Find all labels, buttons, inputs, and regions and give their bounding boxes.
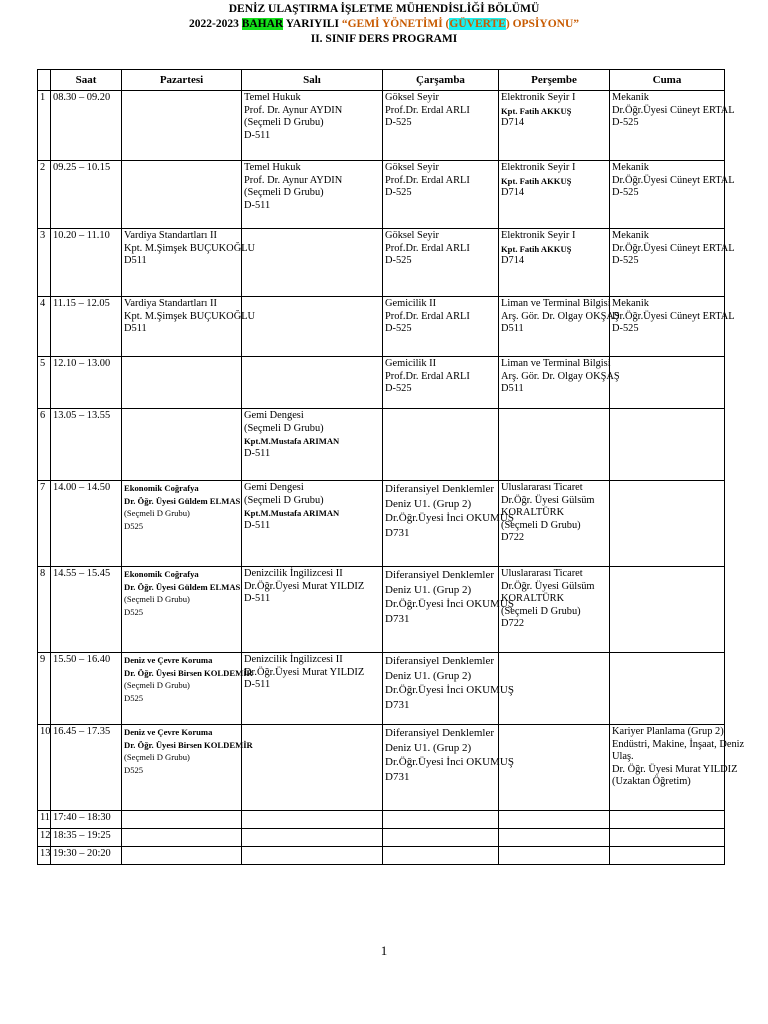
course-cell xyxy=(122,811,242,829)
course-cell xyxy=(242,297,383,357)
course-line: Kariyer Planlama (Grup 2) xyxy=(612,726,724,737)
column-header xyxy=(38,70,51,91)
table-row xyxy=(38,829,725,847)
course-cell xyxy=(499,725,610,811)
table-row xyxy=(38,229,725,297)
course-line: D-525 xyxy=(385,117,412,129)
table-row xyxy=(38,91,725,161)
course-line: Göksel Seyir xyxy=(385,92,439,103)
course-line: D525 xyxy=(124,606,144,617)
course-line: Mekanik xyxy=(612,230,649,241)
course-line: Dr.Öğr.Üyesi Murat YILDIZ xyxy=(244,580,365,592)
course-cell xyxy=(242,409,383,481)
course-cell xyxy=(383,409,499,481)
course-cell xyxy=(122,847,242,865)
course-cell xyxy=(383,829,499,847)
course-cell xyxy=(383,725,514,811)
course-line: Kpt.M.Mustafa ARIMAN xyxy=(244,508,340,519)
course-line: Ekonomik Coğrafya xyxy=(124,483,199,493)
course-line: D525 xyxy=(124,764,144,775)
course-line: Dr.Öğr.Üyesi İnci OKUMUŞ xyxy=(385,598,514,610)
course-cell xyxy=(383,91,499,161)
course-line: Gemi Dengesi xyxy=(244,410,304,421)
course-line: Denizcilik İngilizcesi II xyxy=(244,568,343,579)
time-slot: 14.55 – 15.45 xyxy=(51,567,122,653)
course-line: Kpt. Fatih AKKUŞ xyxy=(501,243,572,254)
course-line: Dr.Öğr.Üyesi Cüneyt ERTAL xyxy=(612,174,735,186)
course-line: D-511 xyxy=(244,593,271,605)
time-slot: 09.25 – 10.15 xyxy=(51,161,122,229)
course-line: Kpt. Fatih AKKUŞ xyxy=(501,105,572,116)
course-cell xyxy=(499,409,610,481)
course-line: Dr.Öğr. Üyesi Gülsüm xyxy=(501,494,595,506)
course-cell xyxy=(242,829,383,847)
course-cell xyxy=(499,161,610,229)
course-cell xyxy=(242,725,383,811)
table-row xyxy=(38,725,725,811)
course-cell xyxy=(499,653,610,725)
course-cell xyxy=(383,847,499,865)
course-line: Dr. Öğr. Üyesi Birsen KOLDEMİR xyxy=(124,739,253,750)
course-line: D-511 xyxy=(244,519,271,531)
table-row xyxy=(38,297,725,357)
course-cell xyxy=(242,161,383,229)
table-row xyxy=(38,653,725,725)
row-number: 13 xyxy=(38,847,51,865)
row-number: 4 xyxy=(38,297,51,357)
course-cell xyxy=(242,357,383,409)
course-line: (Seçmeli D Grubu) xyxy=(501,605,581,617)
course-cell xyxy=(610,847,725,865)
time-slot: 10.20 – 11.10 xyxy=(51,229,122,297)
course-cell xyxy=(383,811,499,829)
time-slot: 15.50 – 16.40 xyxy=(51,653,122,725)
column-header: Salı xyxy=(242,70,383,91)
course-cell xyxy=(499,297,620,357)
row-number: 8 xyxy=(38,567,51,653)
course-line: Dr.Öğr.Üyesi Cüneyt ERTAL xyxy=(612,104,735,116)
course-line: D511 xyxy=(124,255,147,267)
course-line: (Seçmeli D Grubu) xyxy=(124,594,190,605)
course-cell xyxy=(499,481,610,567)
course-line: D-511 xyxy=(244,679,271,691)
course-cell xyxy=(610,811,725,829)
department-title: DENİZ ULAŞTIRMA İŞLETME MÜHENDİSLİĞİ BÖLÜMÜ xyxy=(228,3,540,15)
course-line: D-525 xyxy=(612,255,639,267)
time-slot: 14.00 – 14.50 xyxy=(51,481,122,567)
course-line: Deniz U1. (Grup 2) xyxy=(385,669,472,682)
course-line: D714 xyxy=(501,187,525,199)
course-cell xyxy=(242,481,383,567)
schedule-body xyxy=(38,91,745,865)
term-title xyxy=(0,17,768,32)
course-line: Dr. Öğr. Üyesi Birsen KOLDEMİR xyxy=(124,667,253,678)
course-cell xyxy=(122,725,253,811)
course-cell xyxy=(610,481,725,567)
course-cell xyxy=(499,811,610,829)
table-row xyxy=(38,409,725,481)
course-line: D511 xyxy=(501,323,524,335)
table-row xyxy=(38,567,725,653)
course-line: D-525 xyxy=(385,323,412,335)
course-line: Uluslararası Ticaret xyxy=(501,482,583,493)
row-number: 1 xyxy=(38,91,51,161)
academic-year: 2022-2023 xyxy=(188,18,239,30)
course-line: (Seçmeli D Grubu) xyxy=(244,117,324,129)
course-cell xyxy=(242,91,383,161)
time-slot: 17:40 – 18:30 xyxy=(51,811,122,829)
course-line: Deniz ve Çevre Koruma xyxy=(124,655,213,665)
course-line: Mekanik xyxy=(612,162,649,173)
course-line: Göksel Seyir xyxy=(385,230,439,241)
time-slot: 11.15 – 12.05 xyxy=(51,297,122,357)
course-line: Endüstri, Makine, İnşaat, Deniz xyxy=(612,738,745,750)
course-cell xyxy=(122,229,256,297)
course-cell xyxy=(610,91,735,161)
course-cell xyxy=(122,567,242,653)
course-line: D722 xyxy=(501,618,525,630)
course-line: Deniz ve Çevre Koruma xyxy=(124,727,213,737)
course-line: Vardiya Standartları II xyxy=(124,230,217,241)
row-number: 9 xyxy=(38,653,51,725)
course-line: Dr. Öğr. Üyesi Güldem ELMAS xyxy=(124,581,241,592)
course-cell xyxy=(610,409,725,481)
page-number: 1 xyxy=(380,943,388,958)
course-line: (Seçmeli D Grubu) xyxy=(124,680,190,691)
course-line: (Seçmeli D Grubu) xyxy=(244,494,324,506)
course-line: Dr.Öğr. Üyesi Gülsüm xyxy=(501,580,595,592)
course-line: Diferansiyel Denklemler xyxy=(385,569,495,581)
course-cell xyxy=(499,229,610,297)
course-line: D-525 xyxy=(612,187,639,199)
course-line: (Seçmeli D Grubu) xyxy=(244,422,324,434)
course-cell xyxy=(499,847,610,865)
course-line: Gemicilik II xyxy=(385,358,437,369)
course-line: D731 xyxy=(385,770,410,783)
course-cell xyxy=(610,357,725,409)
course-line: Dr.Öğr.Üyesi İnci OKUMUŞ xyxy=(385,684,514,696)
course-cell xyxy=(383,229,499,297)
course-line: (Seçmeli D Grubu) xyxy=(124,508,190,519)
course-line: Dr.Öğr.Üyesi Cüneyt ERTAL xyxy=(612,310,735,322)
course-line: Prof.Dr. Erdal ARLI xyxy=(385,310,470,322)
course-line: Uluslararası Ticaret xyxy=(501,568,583,579)
course-line: Gemicilik II xyxy=(385,298,437,309)
course-line: D714 xyxy=(501,117,525,129)
course-line: KORALTÜRK xyxy=(501,507,565,519)
course-line: Kpt. M.Şimşek BUÇUKOĞLU xyxy=(124,310,256,322)
course-line: Prof.Dr. Erdal ARLI xyxy=(385,174,470,186)
course-line: D-511 xyxy=(244,129,271,141)
course-cell xyxy=(610,229,735,297)
course-line: (Seçmeli D Grubu) xyxy=(501,519,581,531)
row-number: 2 xyxy=(38,161,51,229)
course-line: D731 xyxy=(385,612,410,625)
course-line: Göksel Seyir xyxy=(385,162,439,173)
course-line: Dr.Öğr.Üyesi Cüneyt ERTAL xyxy=(612,242,735,254)
course-cell xyxy=(383,357,499,409)
course-cell xyxy=(383,161,499,229)
course-line: D722 xyxy=(501,532,525,544)
row-number: 7 xyxy=(38,481,51,567)
course-cell xyxy=(242,653,383,725)
schedule-table xyxy=(37,69,745,865)
course-line: Prof.Dr. Erdal ARLI xyxy=(385,104,470,116)
course-line: (Uzaktan Öğretim) xyxy=(612,776,691,788)
course-line: D511 xyxy=(124,323,147,335)
course-line: Temel Hukuk xyxy=(244,162,301,173)
option-open: “GEMİ YÖNETİMİ ( xyxy=(341,18,450,30)
course-line: Diferansiyel Denklemler xyxy=(385,483,495,495)
course-cell xyxy=(610,161,735,229)
course-cell xyxy=(610,725,745,811)
course-line: D-525 xyxy=(385,383,412,395)
course-line: D525 xyxy=(124,692,144,703)
course-line: Ekonomik Coğrafya xyxy=(124,569,199,579)
course-line: D511 xyxy=(501,383,524,395)
time-slot: 12.10 – 13.00 xyxy=(51,357,122,409)
course-line: Denizcilik İngilizcesi II xyxy=(244,654,343,665)
course-line: Kpt. M.Şimşek BUÇUKOĞLU xyxy=(124,242,256,254)
course-line: Liman ve Terminal Bilgisi xyxy=(501,298,611,309)
course-cell xyxy=(383,297,499,357)
course-line: Kpt. Fatih AKKUŞ xyxy=(501,175,572,186)
course-line: Liman ve Terminal Bilgisi xyxy=(501,358,611,369)
course-cell xyxy=(610,653,725,725)
time-slot: 08.30 – 09.20 xyxy=(51,91,122,161)
option-guverte: GÜVERTE xyxy=(449,18,506,30)
course-cell xyxy=(242,811,383,829)
table-row xyxy=(38,481,725,567)
course-cell xyxy=(499,357,620,409)
time-slot: 13.05 – 13.55 xyxy=(51,409,122,481)
column-header: Cuma xyxy=(610,70,725,91)
course-line: D731 xyxy=(385,698,410,711)
course-line: Gemi Dengesi xyxy=(244,482,304,493)
course-cell xyxy=(122,91,242,161)
row-number: 12 xyxy=(38,829,51,847)
course-line: D-525 xyxy=(385,255,412,267)
course-line: Dr.Öğr.Üyesi İnci OKUMUŞ xyxy=(385,756,514,768)
course-cell xyxy=(242,847,383,865)
course-line: Arş. Gör. Dr. Olgay OKŞAŞ xyxy=(501,310,620,322)
course-line: Prof. Dr. Aynur AYDIN xyxy=(244,104,343,116)
course-line: D-525 xyxy=(612,323,639,335)
course-line: D-511 xyxy=(244,199,271,211)
course-line: D731 xyxy=(385,526,410,539)
course-cell xyxy=(499,91,610,161)
course-line: Mekanik xyxy=(612,298,649,309)
course-line: D-511 xyxy=(244,447,271,459)
table-row xyxy=(38,161,725,229)
row-number: 6 xyxy=(38,409,51,481)
option-close: ) OPSİYONU” xyxy=(505,18,580,30)
time-slot: 19:30 – 20:20 xyxy=(51,847,122,865)
course-cell xyxy=(242,229,383,297)
time-slot: 18:35 – 19:25 xyxy=(51,829,122,847)
course-line: Elektronik Seyir I xyxy=(501,162,576,173)
course-line: D525 xyxy=(124,520,144,531)
row-number: 10 xyxy=(38,725,51,811)
term-highlight: BAHAR xyxy=(241,18,284,30)
row-number: 5 xyxy=(38,357,51,409)
course-line: Diferansiyel Denklemler xyxy=(385,727,495,739)
course-line: Ulaş. xyxy=(612,751,634,763)
column-header: Saat xyxy=(51,70,122,91)
course-line: D-525 xyxy=(612,117,639,129)
course-line: Deniz U1. (Grup 2) xyxy=(385,741,472,754)
course-cell xyxy=(122,481,242,567)
course-line: Diferansiyel Denklemler xyxy=(385,655,495,667)
course-line: D-525 xyxy=(385,187,412,199)
course-cell xyxy=(242,567,383,653)
course-line: KORALTÜRK xyxy=(501,593,565,605)
course-line: Mekanik xyxy=(612,92,649,103)
course-line: Prof. Dr. Aynur AYDIN xyxy=(244,174,343,186)
course-line: Deniz U1. (Grup 2) xyxy=(385,497,472,510)
course-line: Prof.Dr. Erdal ARLI xyxy=(385,370,470,382)
course-cell xyxy=(499,567,610,653)
course-line: Temel Hukuk xyxy=(244,92,301,103)
course-line: Arş. Gör. Dr. Olgay OKŞAŞ xyxy=(501,370,620,382)
course-cell xyxy=(610,829,725,847)
course-cell xyxy=(122,357,242,409)
column-header: Perşembe xyxy=(499,70,610,91)
course-line: Dr.Öğr.Üyesi Murat YILDIZ xyxy=(244,666,365,678)
class-title: II. SINIF DERS PROGRAMI xyxy=(310,33,458,45)
table-row xyxy=(38,357,725,409)
course-line: Dr.Öğr.Üyesi İnci OKUMUŞ xyxy=(385,512,514,524)
table-row xyxy=(38,847,725,865)
course-line: Kpt.M.Mustafa ARIMAN xyxy=(244,436,340,447)
table-row xyxy=(38,811,725,829)
course-line: Elektronik Seyir I xyxy=(501,230,576,241)
course-cell xyxy=(122,829,242,847)
course-line: (Seçmeli D Grubu) xyxy=(244,187,324,199)
course-line: Deniz U1. (Grup 2) xyxy=(385,583,472,596)
course-cell xyxy=(122,161,242,229)
course-line: D714 xyxy=(501,255,525,267)
course-cell xyxy=(499,829,610,847)
row-number: 11 xyxy=(38,811,51,829)
course-line: Elektronik Seyir I xyxy=(501,92,576,103)
course-line: (Seçmeli D Grubu) xyxy=(124,752,190,763)
course-cell xyxy=(122,409,242,481)
course-line: Dr. Öğr. Üyesi Güldem ELMAS xyxy=(124,495,241,506)
course-line: Prof.Dr. Erdal ARLI xyxy=(385,242,470,254)
row-number: 3 xyxy=(38,229,51,297)
table-header-row xyxy=(38,70,725,91)
course-cell xyxy=(122,653,253,725)
column-header: Çarşamba xyxy=(383,70,499,91)
column-header: Pazartesi xyxy=(122,70,242,91)
term-word: YARIYILI xyxy=(285,18,339,30)
course-cell xyxy=(610,297,735,357)
course-line: Dr. Öğr. Üyesi Murat YILDIZ xyxy=(612,763,738,775)
course-line: Vardiya Standartları II xyxy=(124,298,217,309)
course-cell xyxy=(610,567,725,653)
document-header xyxy=(0,0,768,47)
course-cell xyxy=(383,653,514,725)
time-slot: 16.45 – 17.35 xyxy=(51,725,122,811)
course-cell xyxy=(122,297,256,357)
